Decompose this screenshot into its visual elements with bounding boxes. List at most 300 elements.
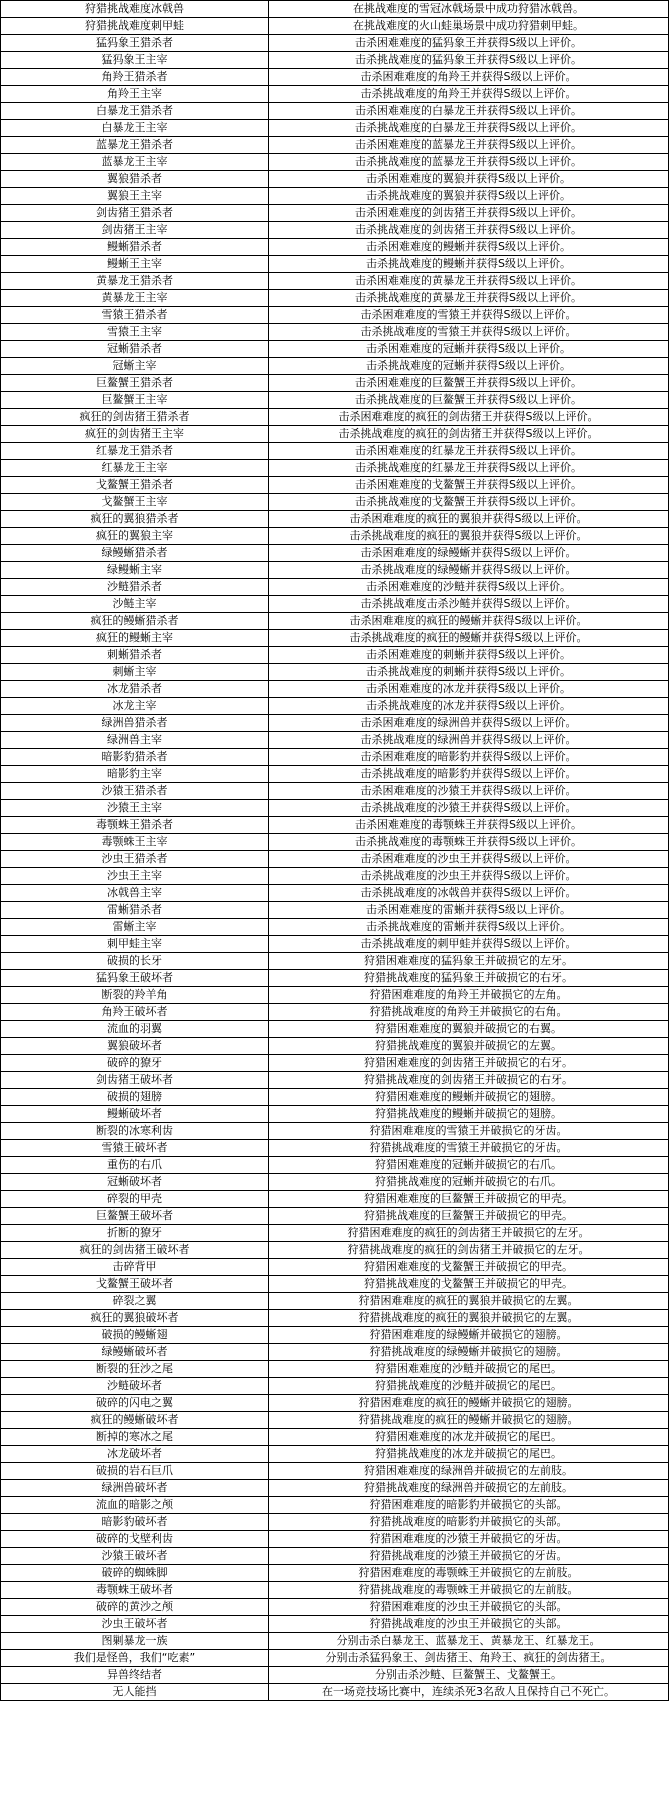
- table-row: [1, 205, 669, 222]
- achievement-condition-cell: 狩猎挑战难度的毒颚蛛王并破损它的左前肢。: [269, 1582, 669, 1599]
- achievement-condition-cell: 狩猎挑战难度的戈鳌蟹王并破损它的甲壳。: [269, 1276, 669, 1293]
- achievement-condition-cell: 击杀挑战难度的黄暴龙王并获得S级以上评价。: [269, 290, 669, 307]
- achievement-name-cell: 蓝暴龙王猎杀者: [1, 137, 269, 154]
- table-row: [1, 1378, 669, 1395]
- achievement-condition-cell: 狩猎困难难度的冠蜥并破损它的右爪。: [269, 1157, 669, 1174]
- achievement-condition-cell: 分别击杀猛犸象王、剑齿猪王、角羚王、疯狂的剑齿猪王。: [269, 1650, 669, 1667]
- achievement-condition-cell: 狩猎困难难度的暗影豹并破损它的头部。: [269, 1497, 669, 1514]
- table-row: [1, 1548, 669, 1565]
- table-row: [1, 647, 669, 664]
- table-row: [1, 341, 669, 358]
- achievement-condition-cell: 狩猎困难难度的冰龙并破损它的尾巴。: [269, 1429, 669, 1446]
- table-row: [1, 1072, 669, 1089]
- achievement-condition-cell: 狩猎困难难度的沙鲢并破损它的尾巴。: [269, 1361, 669, 1378]
- achievement-name-cell: 暗影豹主宰: [1, 766, 269, 783]
- achievement-condition-cell: 击杀挑战难度的戈鳌蟹王并获得S级以上评价。: [269, 494, 669, 511]
- table-row: [1, 698, 669, 715]
- achievement-name-cell: 重伤的右爪: [1, 1157, 269, 1174]
- achievement-condition-cell: 击杀挑战难度的雷蜥并获得S级以上评价。: [269, 919, 669, 936]
- table-row: [1, 222, 669, 239]
- achievement-condition-cell: 狩猎困难难度的戈鳌蟹王并破损它的甲壳。: [269, 1259, 669, 1276]
- achievement-name-cell: 绿洲兽主宰: [1, 732, 269, 749]
- achievement-name-cell: 破碎的闪电之翼: [1, 1395, 269, 1412]
- table-row: [1, 1633, 669, 1650]
- table-row: [1, 273, 669, 290]
- table-row: [1, 1565, 669, 1582]
- achievement-name-cell: 破损的长牙: [1, 953, 269, 970]
- achievement-name-cell: 绿洲兽猎杀者: [1, 715, 269, 732]
- achievement-name-cell: 流血的羽翼: [1, 1021, 269, 1038]
- achievement-condition-cell: 狩猎挑战难度的绿鳗蜥并破损它的翅膀。: [269, 1344, 669, 1361]
- achievement-name-cell: 白暴龙王猎杀者: [1, 103, 269, 120]
- achievement-condition-cell: 击杀挑战难度的雪猿王并获得S级以上评价。: [269, 324, 669, 341]
- achievement-name-cell: 暗影豹破坏者: [1, 1514, 269, 1531]
- table-row: [1, 443, 669, 460]
- table-row: [1, 817, 669, 834]
- achievement-condition-cell: 狩猎挑战难度的沙鲢并破损它的尾巴。: [269, 1378, 669, 1395]
- table-row: [1, 562, 669, 579]
- table-row: [1, 426, 669, 443]
- achievement-name-cell: 破损的岩石巨爪: [1, 1463, 269, 1480]
- table-row: [1, 1412, 669, 1429]
- table-row: [1, 834, 669, 851]
- achievement-condition-cell: 击杀困难难度的疯狂的翼狼并获得S级以上评价。: [269, 511, 669, 528]
- achievement-name-cell: 剑齿猪王主宰: [1, 222, 269, 239]
- achievement-table-body: [1, 1, 669, 1701]
- achievement-condition-cell: 狩猎挑战难度的剑齿猪王并破损它的右牙。: [269, 1072, 669, 1089]
- achievement-name-cell: 巨鳌蟹王主宰: [1, 392, 269, 409]
- table-row: [1, 1684, 669, 1701]
- table-row: [1, 579, 669, 596]
- achievement-condition-cell: 狩猎困难难度的疯狂的鳗蜥并破损它的翅膀。: [269, 1395, 669, 1412]
- achievement-condition-cell: 击杀困难难度的沙鲢并获得S级以上评价。: [269, 579, 669, 596]
- achievement-name-cell: 黄暴龙王主宰: [1, 290, 269, 307]
- achievement-condition-cell: 狩猎困难难度的巨鳌蟹王并破损它的甲壳。: [269, 1191, 669, 1208]
- table-row: [1, 35, 669, 52]
- achievement-name-cell: 沙猿王猎杀者: [1, 783, 269, 800]
- table-row: [1, 800, 669, 817]
- achievement-name-cell: 击碎背甲: [1, 1259, 269, 1276]
- achievement-condition-cell: 击杀困难难度的冰龙并获得S级以上评价。: [269, 681, 669, 698]
- achievement-condition-cell: 分别击杀沙鲢、巨鳌蟹王、戈鳌蟹王。: [269, 1667, 669, 1684]
- achievement-name-cell: 疯狂的翼狼破坏者: [1, 1310, 269, 1327]
- table-row: [1, 681, 669, 698]
- achievement-name-cell: 断掉的寒冰之尾: [1, 1429, 269, 1446]
- achievement-condition-cell: 击杀困难难度的沙猿王并获得S级以上评价。: [269, 783, 669, 800]
- table-row: [1, 324, 669, 341]
- table-row: [1, 1191, 669, 1208]
- achievement-condition-cell: 击杀困难难度的绿洲兽并获得S级以上评价。: [269, 715, 669, 732]
- achievement-name-cell: 冠蜥猎杀者: [1, 341, 269, 358]
- achievement-name-cell: 暗影豹猎杀者: [1, 749, 269, 766]
- achievement-name-cell: 翼狼破坏者: [1, 1038, 269, 1055]
- achievement-name-cell: 雪猿王破坏者: [1, 1140, 269, 1157]
- achievement-condition-cell: 击杀困难难度的黄暴龙王并获得S级以上评价。: [269, 273, 669, 290]
- table-row: [1, 766, 669, 783]
- achievement-name-cell: 我们是怪兽，我们“吃素”: [1, 1650, 269, 1667]
- table-row: [1, 239, 669, 256]
- table-row: [1, 1242, 669, 1259]
- achievement-name-cell: 冠蜥破坏者: [1, 1174, 269, 1191]
- achievement-condition-cell: 击杀困难难度的冠蜥并获得S级以上评价。: [269, 341, 669, 358]
- achievement-name-cell: 沙猿王破坏者: [1, 1548, 269, 1565]
- achievement-condition-cell: 击杀挑战难度的冠蜥并获得S级以上评价。: [269, 358, 669, 375]
- achievement-condition-cell: 狩猎困难难度的翼狼并破损它的右翼。: [269, 1021, 669, 1038]
- achievement-name-cell: 碎裂的甲壳: [1, 1191, 269, 1208]
- achievement-name-cell: 鳗蜥王主宰: [1, 256, 269, 273]
- achievement-condition-cell: 击杀挑战难度的刺甲蛙并获得S级以上评价。: [269, 936, 669, 953]
- table-row: [1, 1021, 669, 1038]
- achievement-name-cell: 狩猎挑战难度冰戟兽: [1, 1, 269, 18]
- achievement-name-cell: 戈鳌蟹王猎杀者: [1, 477, 269, 494]
- achievement-name-cell: 图剿暴龙一族: [1, 1633, 269, 1650]
- achievement-condition-cell: 狩猎困难难度的猛犸象王并破损它的左牙。: [269, 953, 669, 970]
- table-row: [1, 494, 669, 511]
- table-row: [1, 885, 669, 902]
- achievement-name-cell: 破损的翅膀: [1, 1089, 269, 1106]
- achievement-condition-cell: 狩猎困难难度的绿鳗蜥并破损它的翅膀。: [269, 1327, 669, 1344]
- table-row: [1, 511, 669, 528]
- table-row: [1, 1344, 669, 1361]
- achievement-name-cell: 红暴龙王主宰: [1, 460, 269, 477]
- achievement-name-cell: 红暴龙王猎杀者: [1, 443, 269, 460]
- achievement-name-cell: 巨鳌蟹王猎杀者: [1, 375, 269, 392]
- achievement-name-cell: 刺蜥主宰: [1, 664, 269, 681]
- achievement-name-cell: 黄暴龙王猎杀者: [1, 273, 269, 290]
- achievement-condition-cell: 狩猎挑战难度的冠蜥并破损它的右爪。: [269, 1174, 669, 1191]
- achievement-name-cell: 沙鲢破坏者: [1, 1378, 269, 1395]
- achievement-condition-cell: 击杀挑战难度的巨鳌蟹王并获得S级以上评价。: [269, 392, 669, 409]
- achievement-condition-cell: 击杀挑战难度的绿鳗蜥并获得S级以上评价。: [269, 562, 669, 579]
- table-row: [1, 1531, 669, 1548]
- achievement-condition-cell: 狩猎困难难度的绿洲兽并破损它的左前肢。: [269, 1463, 669, 1480]
- achievement-condition-cell: 击杀挑战难度击杀沙鲢并获得S级以上评价。: [269, 596, 669, 613]
- achievement-condition-cell: 击杀困难难度的戈鳌蟹王并获得S级以上评价。: [269, 477, 669, 494]
- achievement-condition-cell: 击杀困难难度的疯狂的剑齿猪王并获得S级以上评价。: [269, 409, 669, 426]
- achievement-condition-cell: 击杀挑战难度的剑齿猪王并获得S级以上评价。: [269, 222, 669, 239]
- achievement-name-cell: 沙虫王猎杀者: [1, 851, 269, 868]
- table-row: [1, 1327, 669, 1344]
- achievement-condition-cell: 狩猎困难难度的毒颚蛛王并破损它的左前肢。: [269, 1565, 669, 1582]
- achievement-name-cell: 蓝暴龙王主宰: [1, 154, 269, 171]
- table-row: [1, 1463, 669, 1480]
- achievement-condition-cell: 击杀挑战难度的蓝暴龙王并获得S级以上评价。: [269, 154, 669, 171]
- table-row: [1, 1429, 669, 1446]
- achievement-condition-cell: 狩猎挑战难度的暗影豹并破损它的头部。: [269, 1514, 669, 1531]
- achievement-name-cell: 疯狂的剑齿猪王猎杀者: [1, 409, 269, 426]
- achievement-condition-cell: 击杀困难难度的雪猿王并获得S级以上评价。: [269, 307, 669, 324]
- achievement-condition-cell: 击杀困难难度的猛犸象王并获得S级以上评价。: [269, 35, 669, 52]
- achievement-condition-cell: 击杀困难难度的蓝暴龙王并获得S级以上评价。: [269, 137, 669, 154]
- achievement-condition-cell: 击杀挑战难度的红暴龙王并获得S级以上评价。: [269, 460, 669, 477]
- achievement-name-cell: 角羚王破坏者: [1, 1004, 269, 1021]
- achievement-name-cell: 折断的獠牙: [1, 1225, 269, 1242]
- achievement-name-cell: 破碎的獠牙: [1, 1055, 269, 1072]
- achievement-condition-cell: 击杀挑战难度的绿洲兽并获得S级以上评价。: [269, 732, 669, 749]
- achievement-condition-cell: 狩猎困难难度的剑齿猪王并破损它的右牙。: [269, 1055, 669, 1072]
- table-row: [1, 545, 669, 562]
- achievement-name-cell: 断裂的狂沙之尾: [1, 1361, 269, 1378]
- achievement-condition-cell: 击杀挑战难度的沙虫王并获得S级以上评价。: [269, 868, 669, 885]
- achievement-condition-cell: 狩猎困难难度的角羚王并破损它的左角。: [269, 987, 669, 1004]
- achievement-name-cell: 破碎的戈壁利齿: [1, 1531, 269, 1548]
- table-row: [1, 970, 669, 987]
- table-row: [1, 1106, 669, 1123]
- table-row: [1, 1055, 669, 1072]
- table-row: [1, 86, 669, 103]
- achievement-name-cell: 冰龙破坏者: [1, 1446, 269, 1463]
- achievement-name-cell: 疯狂的剑齿猪王破坏者: [1, 1242, 269, 1259]
- achievement-name-cell: 雷蜥猎杀者: [1, 902, 269, 919]
- achievement-condition-cell: 击杀挑战难度的冰龙并获得S级以上评价。: [269, 698, 669, 715]
- table-row: [1, 1616, 669, 1633]
- achievement-name-cell: 角羚王猎杀者: [1, 69, 269, 86]
- achievement-condition-cell: 狩猎困难难度的沙虫王并破损它的头部。: [269, 1599, 669, 1616]
- table-row: [1, 1208, 669, 1225]
- achievement-condition-cell: 击杀困难难度的红暴龙王并获得S级以上评价。: [269, 443, 669, 460]
- achievement-name-cell: 刺甲蛙主宰: [1, 936, 269, 953]
- achievement-name-cell: 白暴龙王主宰: [1, 120, 269, 137]
- achievement-condition-cell: 击杀挑战难度的鳗蜥并获得S级以上评价。: [269, 256, 669, 273]
- achievement-name-cell: 戈鳌蟹王破坏者: [1, 1276, 269, 1293]
- table-row: [1, 732, 669, 749]
- table-row: [1, 1259, 669, 1276]
- table-row: [1, 1157, 669, 1174]
- achievement-name-cell: 沙猿王主宰: [1, 800, 269, 817]
- achievement-name-cell: 刺蜥猎杀者: [1, 647, 269, 664]
- table-row: [1, 188, 669, 205]
- achievement-condition-cell: 击杀困难难度的鳗蜥并获得S级以上评价。: [269, 239, 669, 256]
- achievement-condition-cell: 击杀困难难度的暗影豹并获得S级以上评价。: [269, 749, 669, 766]
- table-row: [1, 664, 669, 681]
- achievement-condition-cell: 在挑战难度的火山蛙巢场景中成功狩猎刺甲蛙。: [269, 18, 669, 35]
- achievement-condition-cell: 击杀困难难度的毒颚蛛王并获得S级以上评价。: [269, 817, 669, 834]
- table-row: [1, 1361, 669, 1378]
- achievement-name-cell: 碎裂之翼: [1, 1293, 269, 1310]
- achievement-name-cell: 雪猿王猎杀者: [1, 307, 269, 324]
- table-row: [1, 392, 669, 409]
- achievement-condition-cell: 狩猎挑战难度的沙猿王并破损它的牙齿。: [269, 1548, 669, 1565]
- achievement-name-cell: 雪猿王主宰: [1, 324, 269, 341]
- achievement-condition-cell: 击杀困难难度的雷蜥并获得S级以上评价。: [269, 902, 669, 919]
- achievement-name-cell: 剑齿猪王猎杀者: [1, 205, 269, 222]
- achievement-name-cell: 断裂的羚羊角: [1, 987, 269, 1004]
- table-row: [1, 1310, 669, 1327]
- achievement-name-cell: 雷蜥主宰: [1, 919, 269, 936]
- achievement-name-cell: 毒颚蛛王猎杀者: [1, 817, 269, 834]
- achievement-name-cell: 异兽终结者: [1, 1667, 269, 1684]
- achievement-name-cell: 翼狼王主宰: [1, 188, 269, 205]
- achievement-condition-cell: 击杀困难难度的刺蜥并获得S级以上评价。: [269, 647, 669, 664]
- achievement-condition-cell: 狩猎困难难度的沙猿王并破损它的牙齿。: [269, 1531, 669, 1548]
- table-row: [1, 307, 669, 324]
- achievement-name-cell: 沙虫王主宰: [1, 868, 269, 885]
- achievement-name-cell: 绿鳗蜥猎杀者: [1, 545, 269, 562]
- achievement-condition-cell: 在挑战难度的雪冠冰戟场景中成功狩猎冰戟兽。: [269, 1, 669, 18]
- achievement-condition-cell: 击杀挑战难度的翼狼并获得S级以上评价。: [269, 188, 669, 205]
- achievement-name-cell: 冠蜥主宰: [1, 358, 269, 375]
- table-row: [1, 290, 669, 307]
- achievement-condition-cell: 击杀困难难度的剑齿猪王并获得S级以上评价。: [269, 205, 669, 222]
- table-row: [1, 1276, 669, 1293]
- achievement-name-cell: 流血的暗影之颅: [1, 1497, 269, 1514]
- table-row: [1, 18, 669, 35]
- achievement-name-cell: 疯狂的翼狼猎杀者: [1, 511, 269, 528]
- achievement-name-cell: 戈鳌蟹王主宰: [1, 494, 269, 511]
- table-row: [1, 919, 669, 936]
- achievement-condition-cell: 狩猎挑战难度的绿洲兽并破损它的左前肢。: [269, 1480, 669, 1497]
- table-row: [1, 1293, 669, 1310]
- achievement-name-cell: 冰龙猎杀者: [1, 681, 269, 698]
- achievement-name-cell: 疯狂的剑齿猪王主宰: [1, 426, 269, 443]
- achievement-name-cell: 无人能挡: [1, 1684, 269, 1701]
- achievement-condition-cell: 击杀挑战难度的刺蜥并获得S级以上评价。: [269, 664, 669, 681]
- achievement-name-cell: 绿鳗蜥破坏者: [1, 1344, 269, 1361]
- achievement-condition-cell: 击杀挑战难度的疯狂的翼狼并获得S级以上评价。: [269, 528, 669, 545]
- achievement-condition-cell: 狩猎挑战难度的疯狂的翼狼并破损它的左翼。: [269, 1310, 669, 1327]
- achievement-name-cell: 翼狼猎杀者: [1, 171, 269, 188]
- achievement-name-cell: 断裂的冰寒利齿: [1, 1123, 269, 1140]
- achievement-condition-cell: 狩猎挑战难度的雪猿王并破损它的牙齿。: [269, 1140, 669, 1157]
- table-row: [1, 52, 669, 69]
- table-row: [1, 630, 669, 647]
- table-row: [1, 1089, 669, 1106]
- table-row: [1, 1174, 669, 1191]
- table-row: [1, 715, 669, 732]
- table-row: [1, 953, 669, 970]
- achievement-condition-cell: 狩猎挑战难度的沙虫王并破损它的头部。: [269, 1616, 669, 1633]
- table-row: [1, 375, 669, 392]
- achievement-condition-cell: 狩猎挑战难度的猛犸象王并破损它的右牙。: [269, 970, 669, 987]
- achievement-name-cell: 狩猎挑战难度刺甲蛙: [1, 18, 269, 35]
- achievement-name-cell: 鳗蜥猎杀者: [1, 239, 269, 256]
- table-row: [1, 868, 669, 885]
- achievement-condition-cell: 狩猎困难难度的疯狂的翼狼并破损它的左翼。: [269, 1293, 669, 1310]
- achievement-condition-cell: 击杀困难难度的白暴龙王并获得S级以上评价。: [269, 103, 669, 120]
- table-row: [1, 1650, 669, 1667]
- achievement-name-cell: 绿洲兽破坏者: [1, 1480, 269, 1497]
- achievement-name-cell: 冰龙主宰: [1, 698, 269, 715]
- table-row: [1, 477, 669, 494]
- achievement-name-cell: 疯狂的翼狼主宰: [1, 528, 269, 545]
- achievement-condition-cell: 击杀困难难度的翼狼并获得S级以上评价。: [269, 171, 669, 188]
- table-row: [1, 1599, 669, 1616]
- table-row: [1, 1667, 669, 1684]
- achievement-condition-cell: 击杀挑战难度的白暴龙王并获得S级以上评价。: [269, 120, 669, 137]
- achievement-name-cell: 毒颚蛛王破坏者: [1, 1582, 269, 1599]
- table-row: [1, 528, 669, 545]
- table-row: [1, 69, 669, 86]
- achievement-condition-cell: 狩猎挑战难度的巨鳌蟹王并破损它的甲壳。: [269, 1208, 669, 1225]
- achievement-name-cell: 冰戟兽主宰: [1, 885, 269, 902]
- table-row: [1, 1497, 669, 1514]
- achievement-name-cell: 角羚王主宰: [1, 86, 269, 103]
- table-row: [1, 1038, 669, 1055]
- table-row: [1, 613, 669, 630]
- table-row: [1, 409, 669, 426]
- achievement-condition-cell: 击杀困难难度的巨鳌蟹王并获得S级以上评价。: [269, 375, 669, 392]
- achievement-name-cell: 绿鳗蜥主宰: [1, 562, 269, 579]
- table-row: [1, 171, 669, 188]
- table-row: [1, 103, 669, 120]
- achievement-name-cell: 疯狂的鳗蜥猎杀者: [1, 613, 269, 630]
- achievement-name-cell: 猛犸象王猎杀者: [1, 35, 269, 52]
- achievement-condition-cell: 击杀困难难度的疯狂的鳗蜥并获得S级以上评价。: [269, 613, 669, 630]
- table-row: [1, 1140, 669, 1157]
- achievement-condition-cell: 分别击杀白暴龙王、蓝暴龙王、黄暴龙王、红暴龙王。: [269, 1633, 669, 1650]
- achievement-condition-cell: 狩猎困难难度的鳗蜥并破损它的翅膀。: [269, 1089, 669, 1106]
- table-row: [1, 1480, 669, 1497]
- table-row: [1, 851, 669, 868]
- achievement-name-cell: 疯狂的鳗蜥破坏者: [1, 1412, 269, 1429]
- table-row: [1, 256, 669, 273]
- achievement-condition-cell: 在一场竞技场比赛中，连续杀死3名敌人且保持自己不死亡。: [269, 1684, 669, 1701]
- achievement-condition-cell: 击杀困难难度的沙虫王并获得S级以上评价。: [269, 851, 669, 868]
- achievement-name-cell: 毒颚蛛王主宰: [1, 834, 269, 851]
- achievement-condition-cell: 击杀挑战难度的沙猿王并获得S级以上评价。: [269, 800, 669, 817]
- table-row: [1, 154, 669, 171]
- achievement-condition-cell: 狩猎困难难度的疯狂的剑齿猪王并破损它的左牙。: [269, 1225, 669, 1242]
- table-row: [1, 1582, 669, 1599]
- achievement-name-cell: 沙鲢主宰: [1, 596, 269, 613]
- table-row: [1, 783, 669, 800]
- table-row: [1, 137, 669, 154]
- table-row: [1, 902, 669, 919]
- achievement-condition-cell: 击杀挑战难度的毒颚蛛王并获得S级以上评价。: [269, 834, 669, 851]
- table-row: [1, 120, 669, 137]
- achievement-condition-cell: 狩猎挑战难度的翼狼并破损它的左翼。: [269, 1038, 669, 1055]
- achievement-condition-cell: 击杀挑战难度的疯狂的剑齿猪王并获得S级以上评价。: [269, 426, 669, 443]
- achievement-condition-cell: 击杀挑战难度的角羚王并获得S级以上评价。: [269, 86, 669, 103]
- achievement-name-cell: 猛犸象王破坏者: [1, 970, 269, 987]
- achievement-condition-cell: 击杀困难难度的绿鳗蜥并获得S级以上评价。: [269, 545, 669, 562]
- achievement-condition-cell: 击杀挑战难度的冰戟兽并获得S级以上评价。: [269, 885, 669, 902]
- achievement-condition-cell: 击杀困难难度的角羚王并获得S级以上评价。: [269, 69, 669, 86]
- achievement-condition-cell: 狩猎困难难度的雪猿王并破损它的牙齿。: [269, 1123, 669, 1140]
- table-row: [1, 749, 669, 766]
- achievement-name-cell: 沙鲢猎杀者: [1, 579, 269, 596]
- achievement-name-cell: 剑齿猪王破坏者: [1, 1072, 269, 1089]
- table-row: [1, 596, 669, 613]
- achievement-name-cell: 巨鳌蟹王破坏者: [1, 1208, 269, 1225]
- table-row: [1, 1225, 669, 1242]
- achievement-condition-cell: 狩猎挑战难度的冰龙并破损它的尾巴。: [269, 1446, 669, 1463]
- achievement-name-cell: 鳗蜥破坏者: [1, 1106, 269, 1123]
- table-row: [1, 1395, 669, 1412]
- table-row: [1, 936, 669, 953]
- table-row: [1, 460, 669, 477]
- table-row: [1, 1514, 669, 1531]
- achievement-name-cell: 疯狂的鳗蜥主宰: [1, 630, 269, 647]
- table-row: [1, 987, 669, 1004]
- table-row: [1, 1446, 669, 1463]
- achievement-name-cell: 沙虫王破坏者: [1, 1616, 269, 1633]
- achievement-condition-cell: 击杀挑战难度的疯狂的鳗蜥并获得S级以上评价。: [269, 630, 669, 647]
- achievement-condition-cell: 击杀挑战难度的暗影豹并获得S级以上评价。: [269, 766, 669, 783]
- table-row: [1, 1123, 669, 1140]
- achievement-name-cell: 破碎的黄沙之颅: [1, 1599, 269, 1616]
- achievement-condition-cell: 击杀挑战难度的猛犸象王并获得S级以上评价。: [269, 52, 669, 69]
- table-row: [1, 358, 669, 375]
- achievement-condition-cell: 狩猎挑战难度的疯狂的剑齿猪王并破损它的左牙。: [269, 1242, 669, 1259]
- achievement-condition-cell: 狩猎挑战难度的疯狂的鳗蜥并破损它的翅膀。: [269, 1412, 669, 1429]
- table-row: [1, 1, 669, 18]
- achievement-name-cell: 破碎的蜘蛛脚: [1, 1565, 269, 1582]
- achievement-condition-cell: 狩猎挑战难度的角羚王并破损它的右角。: [269, 1004, 669, 1021]
- achievement-condition-cell: 狩猎挑战难度的鳗蜥并破损它的翅膀。: [269, 1106, 669, 1123]
- achievement-name-cell: 破损的鳗蜥翅: [1, 1327, 269, 1344]
- table-row: [1, 1004, 669, 1021]
